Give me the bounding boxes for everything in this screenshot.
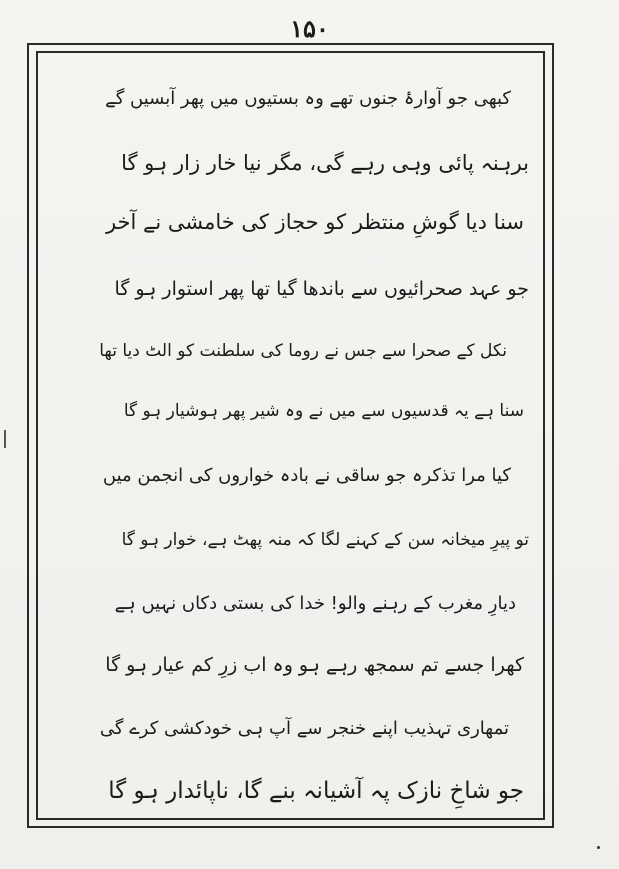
verse-line: دیارِ مغرب کے رہنے والو! خدا کی بستی دکاں نہیں ہے bbox=[114, 593, 516, 614]
scan-edge-mark bbox=[4, 430, 6, 448]
verse-line: سنا دیا گوشِ منتظر کو حجاز کی خامشی نے آخر bbox=[105, 210, 524, 234]
verse-line: جو شاخِ نازک پہ آشیانہ بنے گا، ناپائدار ہو گا bbox=[108, 778, 524, 804]
scan-speck bbox=[597, 846, 600, 849]
verse-line: برہنہ پائی وہی رہے گی، مگر نیا خار زار ہو گا bbox=[121, 151, 529, 175]
verse-line: کبھی جو آوارۂ جنوں تھے وہ بستیوں میں پھر آبسیں گے bbox=[105, 88, 511, 109]
page-number: ۱۵۰ bbox=[290, 14, 329, 43]
verse-line: کھرا جسے تم سمجھ رہے ہو وہ اب زرِ کم عیار ہو گا bbox=[105, 654, 524, 676]
verse-line: نکل کے صحرا سے جس نے روما کی سلطنت کو الٹ دیا تھا bbox=[99, 341, 507, 361]
verse-line: تو پیرِ میخانہ سن کے کہنے لگا کہ منہ پھٹ ہے، خوار ہو گا bbox=[121, 530, 529, 550]
verse-line: جو عہد صحرائیوں سے باندھا گیا تھا پھر استوار ہو گا bbox=[114, 278, 529, 300]
verse-line: تمھاری تہذیب اپنے خنجر سے آپ ہی خودکشی کرے گی bbox=[99, 718, 509, 739]
verse-line: سنا ہے یہ قدسیوں سے میں نے وہ شیر پھر ہوشیار ہو گا bbox=[123, 401, 524, 421]
verse-line: کیا مرا تذکرہ جو ساقی نے بادہ خواروں کی انجمن میں bbox=[102, 465, 511, 486]
